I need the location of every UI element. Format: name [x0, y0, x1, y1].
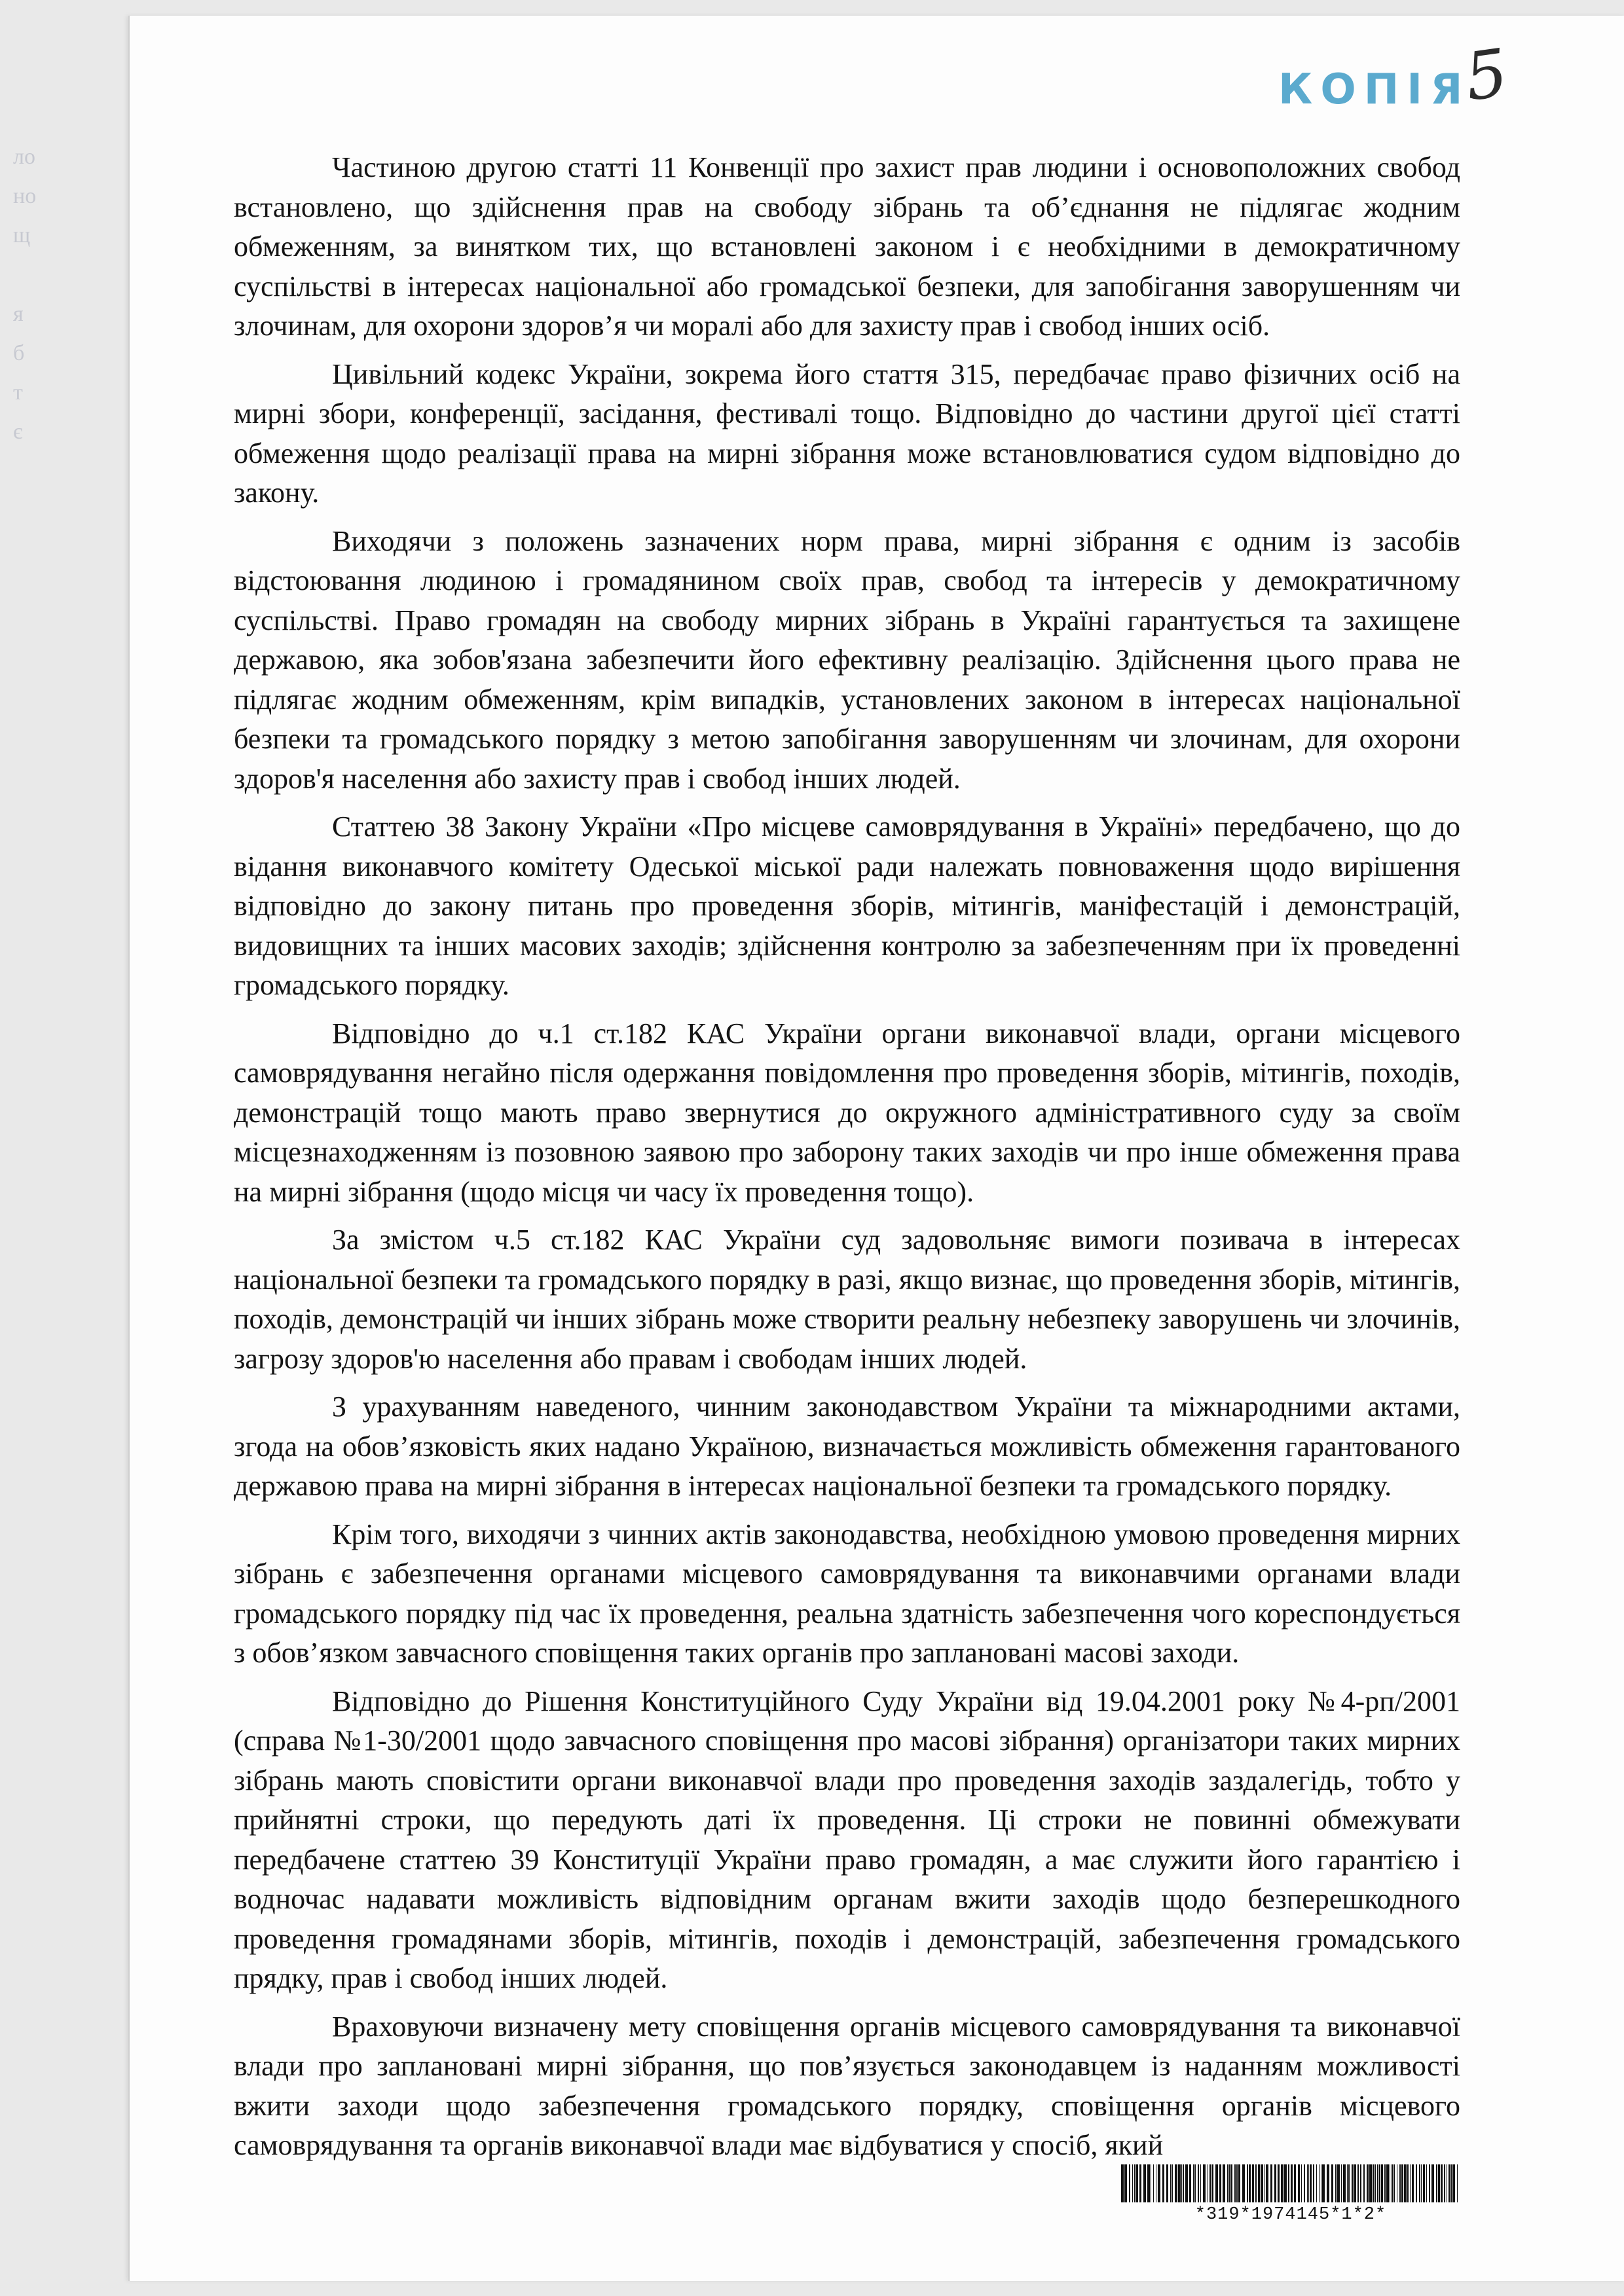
paragraph: Цивільний кодекс України, зокрема його стаття 315, передбачає право фізичних осіб на мирні збори, конференції, засідання, фестивалі тощо. Відповідно до частини другої цієї статті обмеження щодо реалізації права на мирні зібрання може встановлюватися судом відповідно до закону.	[234, 357, 1460, 509]
paragraph: Виходячи з положень зазначених норм права, мирні зібрання є одним із засобів відстоювання людиною і громадянином своїх прав, свобод та інтересів у демократичному суспільстві. Право громадян на свободу мирних зібрань в Україні гарантується та захищене державою, яка зобов'язана забезпечити його ефективну реалізацію. Здійснення цього права не підлягає жодним обмеженням, крім випадків, установлених законом в інтересах національної безпеки та громадського порядку з метою запобігання заворушенням чи злочинам, для охорони здоров'я населення або захисту прав і свобод інших людей.	[234, 524, 1460, 795]
handwritten-page-number: 5	[1460, 34, 1513, 116]
barcode-bars	[1121, 2164, 1460, 2202]
copy-stamp: КОПІЯ	[1278, 65, 1471, 114]
paragraph: За змістом ч.5 ст.182 КАС України суд задовольняє вимоги позивача в інтересах національної безпеки та громадського порядку в разі, якщо визнає, що проведення зборів, мітингів, походів, демонстрацій чи інших зібрань може створити реальну небезпеку заворушень чи злочинів, загрозу здоров'ю населення або правам і свободам інших людей.	[234, 1224, 1460, 1375]
paragraph: Крім того, виходячи з чинних актів законодавства, необхідною умовою проведення мирних зібрань є забезпечення органами місцевого самоврядування та виконавчими органами влади громадського порядку під час їх проведення, реальна здатність забезпечення чого кореспондується з обов’язком завчасного сповіщення таких органів про заплановані масові заходи.	[234, 1518, 1460, 1669]
document-body	[234, 148, 1460, 2174]
paragraph: Статтею 38 Закону України «Про місцеве самоврядування в Україні» передбачено, що до відання виконавчого комітету Одеської міської ради належать повноваження щодо вирішення відповідно до закону питань про проведення зборів, мітингів, маніфестацій і демонстрацій, видовищних та інших масових заходів; здійснення контролю за забезпеченням при їх проведенні громадського порядку.	[234, 811, 1460, 1001]
paragraph: З урахуванням наведеного, чинним законодавством України та міжнародними актами, згода на обов’язковість яких надано Україною, визначається можливість обмеження гарантованого державою права на мирні зібрання в інтересах національної безпеки та громадського порядку.	[234, 1391, 1460, 1502]
paragraph: Частиною другою статті 11 Конвенції про захист прав людини і основоположних свобод встановлено, що здійснення прав на свободу зібрань та об’єднання не підлягає жодним обмеженням, за винятком тих, що встановлені законом і є необхідними в демократичному суспільстві в інтересах національної або громадської безпеки, для запобігання заворушенням чи злочинам, для охорони здоров’я чи моралі або для захисту прав і свобод інших осіб.	[234, 151, 1460, 342]
document-barcode	[1121, 2164, 1460, 2225]
paragraph: Відповідно до Рішення Конституційного Суду України від 19.04.2001 року №4-рп/2001 (справа №1-30/2001 щодо завчасного сповіщення про масові зібрання) організатори таких мирних зібрань мають сповістити органи виконавчої влади про проведення заходів заздалегідь, тобто у прийнятні строки, що передують даті їх проведення. Ці строки не повинні обмежувати передбачене статтею 39 Конституції України право громадян, а має служити його гарантією і водночас надавати можливість відповідним органам вжити заходів щодо безперешкодного проведення громадянами зборів, мітингів, походів і демонстрацій, забезпечення громадського прядку, прав і свобод інших людей.	[234, 1685, 1460, 1994]
barcode-code: *319*1974145*1*2*	[1194, 2205, 1387, 2225]
paragraph: Відповідно до ч.1 ст.182 КАС України органи виконавчої влади, органи місцевого самоврядування негайно після одержання повідомлення про проведення зборів, мітингів, походів, демонстрацій тощо мають право звернутися до окружного адміністративного суду за своїм місцезнаходженням із позовною заявою про заборону таких заходів чи про інше обмеження права на мирні зібрання (щодо місця чи часу їх проведення тощо).	[234, 1017, 1460, 1208]
bleed-through-margin-marks: ло но щ я б т є	[13, 145, 37, 444]
paragraph: Враховуючи визначену мету сповіщення органів місцевого самоврядування та виконавчої влади про заплановані мирні зібрання, що пов’язується законодавцем із наданням можливості вжити заходи щодо забезпечення громадського порядку, сповіщення органів місцевого самоврядування та органів виконавчої влади має відбуватися у спосіб, який	[234, 2010, 1460, 2161]
